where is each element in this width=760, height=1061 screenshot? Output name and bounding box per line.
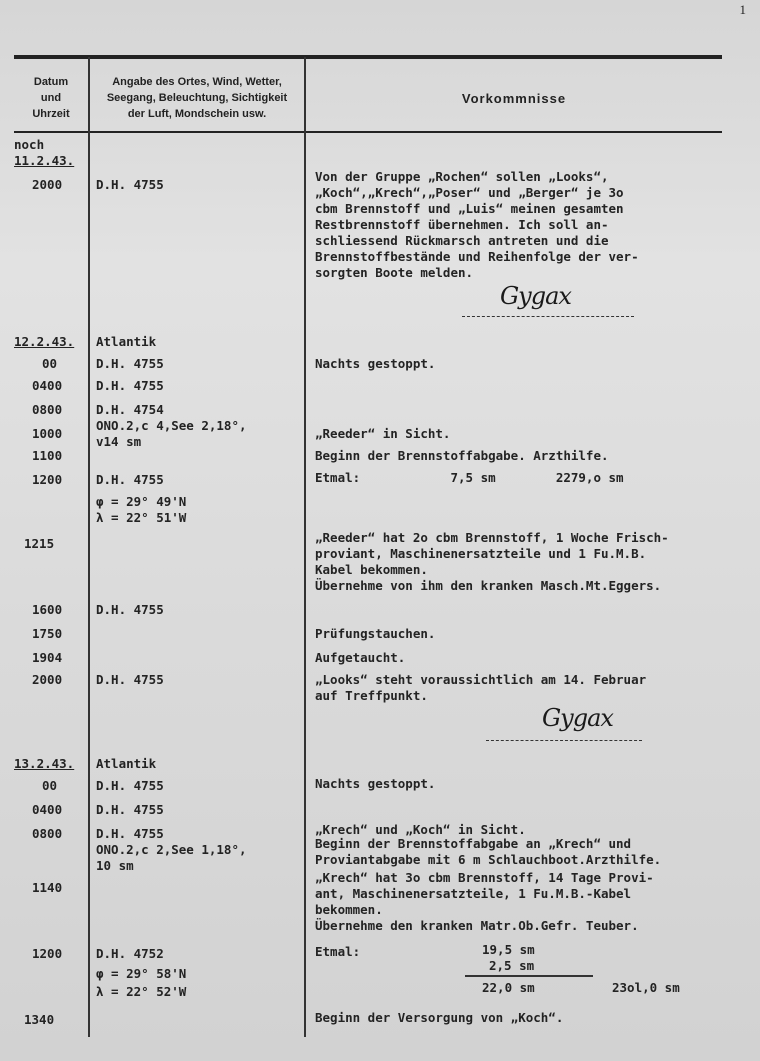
top-rule (14, 55, 722, 59)
page-mark: 1 (739, 2, 746, 17)
entry-time: 1100 (32, 448, 63, 463)
entry-event: „Looks“ steht voraussichtlich am 14. Februar (315, 672, 647, 687)
visibility: v14 sm (96, 434, 142, 449)
entry-time: 1215 (24, 536, 55, 551)
entry-time: 0800 (32, 826, 63, 841)
commander-signature: Gygax (500, 282, 571, 310)
entry-date: 11.2.43. (14, 153, 75, 168)
entry-time: 2000 (32, 672, 63, 687)
entry-place: D.H. 4755 (96, 356, 164, 371)
entry-event: auf Treffpunkt. (315, 688, 428, 703)
entry-time: 00 (42, 356, 58, 371)
signature-line (486, 740, 642, 741)
daily-run-sum: 22,0 sm (482, 980, 535, 995)
header-events-column: Vorkommnisse (461, 91, 567, 106)
entry-time: 0800 (32, 402, 63, 417)
sea-area: Atlantik (96, 756, 157, 771)
entry-place: D.H. 4755 (96, 672, 164, 687)
logbook-page: 1 Datum und Uhrzeit Angabe des Ortes, Wind, Wetter, Seegang, Beleuchtung, Sichtigkeit der Luft, Mondschein usw. Vorkommnisse noch 11.2.43. 2000 D.H. 4755 Von der Gruppe „Rochen“ sollen „Looks“, „Koch“,„Krech“,„Poser“ und „Berger“ je 3o cbm Brennstoff und „Luis“ meinen gesamten Restbrennstoff übernehmen. Ich soll an- schliessend Rückmarsch antreten und die Brennstoffbestände und Reihenfolge der ver- sorgten Boote melden. Gygax 12.2.43. Atlantik 00 D.H. 4755 Nachts gestoppt. 0400 D.H. 4755 0800 D.H. 4754 1000 ONO.2,c 4,See 2,18°, „Reeder“ in Sicht. v14 sm 1100 Beginn der Brennstoffabgabe. Arzthilfe. 1200 D.H. 4755 Etmal: 7,5 sm 2279,o sm φ = 29° 49'N λ = 22° 51'W 1215 „Reeder“ hat 2o cbm Brennstoff, 1 Woche Frisch- proviant, Maschinenersatzteile und 1 Fu.M.B. Kabel bekommen. Übernehme von ihm den kranken Masch.Mt.Eggers. 1600 D.H. 4755 1750 Prüfungstauchen. 1904 Aufgetaucht. 2000 D.H. 4755 „Looks“ steht voraussichtlich am 14. Februar auf Treffpunkt. Gygax 13.2.43. Atlantik 00 D.H. 4755 Nachts gestoppt. 0400 D.H. 4755 0800 D.H. 4755 ONO.2,c 2,See 1,18°, 10 sm „Krech“ und „Koch“ in Sicht. Beginn der Brennstoffabgabe an „Krech“ und Proviantabgabe mit 6 m Schlauchboot.Arzthilfe. 1140 „Krech“ hat 3o cbm Brennstoff, 14 Tage Provi- ant, Maschinenersatzteile, 1 Fu.M.B.-Kabel bekommen. Übernehme den kranken Matr.Ob.Gefr. Teuber. 1200 D.H. 4752 Etmal: φ = 29° 58'N λ = 22° 52'W 19,5 sm 2,5 sm 22,0 sm 23ol,0 sm 1340 Beginn der Versorgung von „Koch“. (0, 0, 760, 1061)
column-divider-2 (304, 57, 306, 1037)
entry-event: Prüfungstauchen. (315, 626, 436, 641)
entry-time: 1750 (32, 626, 63, 641)
entry-time: 0400 (32, 802, 63, 817)
entry-date: 12.2.43. (14, 334, 75, 349)
entry-place: D.H. 4754 (96, 402, 164, 417)
entry-event: Nachts gestoppt. (315, 776, 436, 791)
entry-place: D.H. 4755 (96, 602, 164, 617)
daily-run-value-b: 2,5 sm (489, 958, 535, 973)
entry-event: Nachts gestoppt. (315, 356, 436, 371)
entry-time: 2000 (32, 177, 63, 192)
header-place-column: Angabe des Ortes, Wind, Wetter, Seegang, Beleuchtung, Sichtigkeit der Luft, Mondschein usw. (106, 76, 288, 120)
entry-time: 0400 (32, 378, 63, 393)
entry-place: D.H. 4752 (96, 946, 164, 961)
sum-line (465, 975, 593, 977)
entry-place: D.H. 4755 (96, 778, 164, 793)
daily-run-label: Etmal: (315, 944, 361, 959)
entry-place: D.H. 4755 (96, 826, 164, 841)
column-divider-1 (88, 57, 90, 1037)
header-date-column: Datum und Uhrzeit (32, 76, 70, 120)
entry-time: 1200 (32, 472, 63, 487)
entry-time: 1200 (32, 946, 63, 961)
entry-time: 00 (42, 778, 58, 793)
entry-date: 13.2.43. (14, 756, 75, 771)
header-rule (14, 131, 722, 133)
longitude: λ = 22° 51'W (96, 510, 187, 525)
entry-time: 1140 (32, 880, 63, 895)
entry-place: D.H. 4755 (96, 472, 164, 487)
daily-run-total: 23ol,0 sm (612, 980, 680, 995)
latitude: φ = 29° 58'N (96, 966, 187, 981)
entry-time: 1000 (32, 426, 63, 441)
entry-place: D.H. 4755 (96, 802, 164, 817)
sea-area: Atlantik (96, 334, 157, 349)
entry-place: D.H. 4755 (96, 378, 164, 393)
daily-run: Etmal: 7,5 sm 2279,o sm (315, 470, 624, 485)
entry-time: 1904 (32, 650, 63, 665)
signature-line (462, 316, 634, 317)
entry-place: D.H. 4755 (96, 177, 164, 192)
latitude: φ = 29° 49'N (96, 494, 187, 509)
entry-time: 1600 (32, 602, 63, 617)
commander-signature: Gygax (542, 704, 613, 732)
entry-time: 1340 (24, 1012, 55, 1027)
date-prefix: noch (14, 137, 45, 152)
daily-run-value-a: 19,5 sm (482, 942, 535, 957)
longitude: λ = 22° 52'W (96, 984, 187, 999)
entry-event: Beginn der Brennstoffabgabe. Arzthilfe. (315, 448, 609, 463)
weather-report: ONO.2,c 2,See 1,18°, (96, 842, 247, 857)
entry-event: Aufgetaucht. (315, 650, 406, 665)
visibility: 10 sm (96, 858, 134, 873)
entry-event: Beginn der Versorgung von „Koch“. (315, 1010, 564, 1025)
entry-event: „Reeder“ in Sicht. (315, 426, 451, 441)
weather-report: ONO.2,c 4,See 2,18°, (96, 418, 247, 433)
